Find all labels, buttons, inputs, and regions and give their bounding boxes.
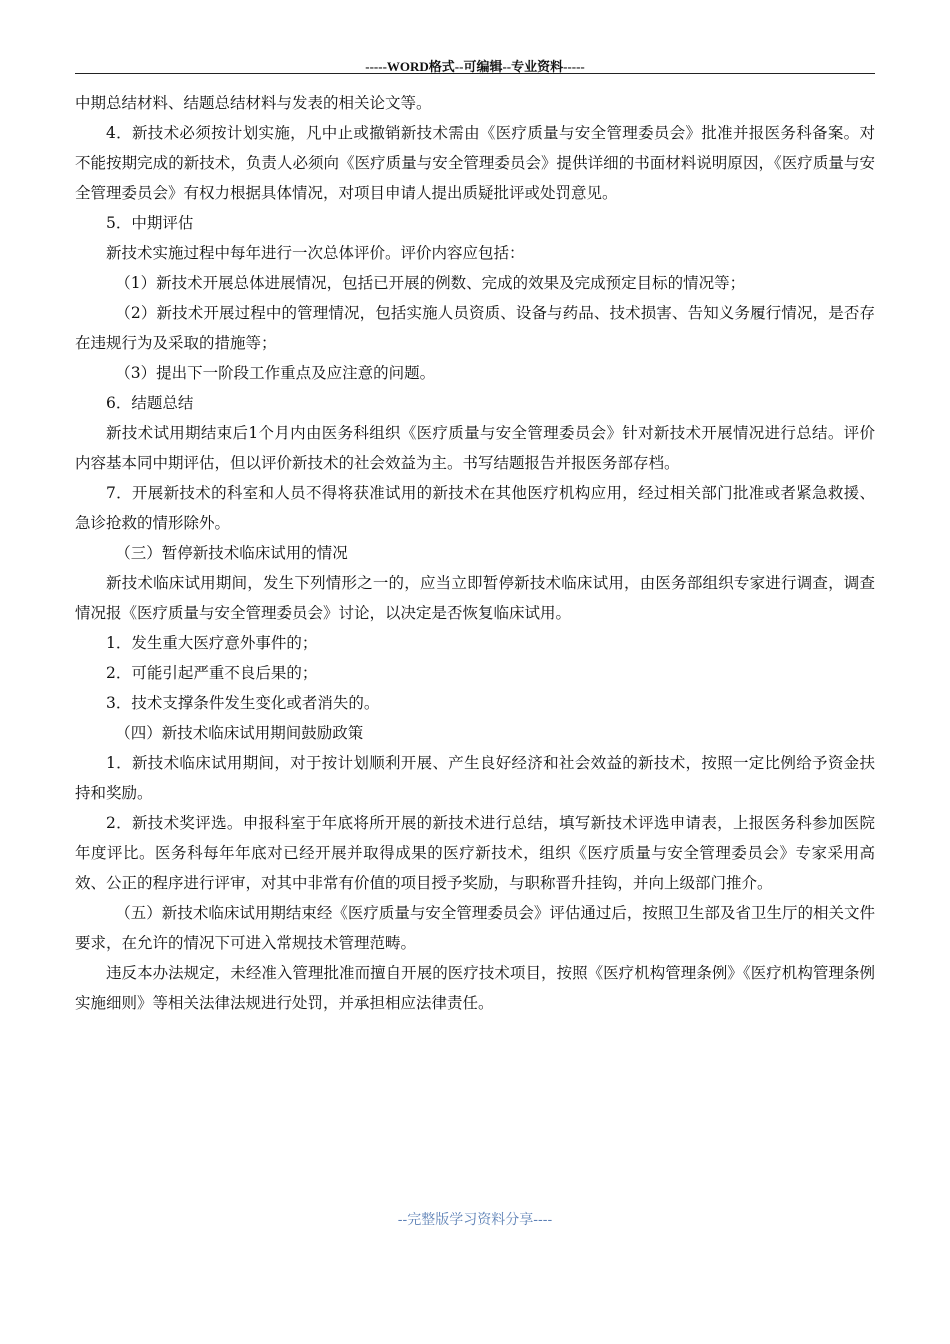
paragraph: 7．开展新技术的科室和人员不得将获准试用的新技术在其他医疗机构应用，经过相关部门批准或者紧急救援、急诊抢救的情形除外。 <box>75 484 875 532</box>
paragraph: （1）新技术开展总体进展情况，包括已开展的例数、完成的效果及完成预定目标的情况等； <box>115 274 746 292</box>
document-body <box>75 88 875 1018</box>
paragraph: 3．技术支撑条件发生变化或者消失的。 <box>106 694 380 712</box>
paragraph: 6．结题总结 <box>106 394 194 412</box>
paragraph: （2）新技术开展过程中的管理情况，包括实施人员资质、设备与药品、技术损害、告知义务履行情况，是否存在违规行为及采取的措施等； <box>75 304 875 352</box>
paragraph: 中期总结材料、结题总结材料与发表的相关论文等。 <box>75 94 432 112</box>
header-divider <box>75 73 875 74</box>
paragraph: 1．新技术临床试用期间，对于按计划顺利开展、产生良好经济和社会效益的新技术，按照一定比例给予资金扶持和奖励。 <box>75 754 875 802</box>
paragraph: 4．新技术必须按计划实施，凡中止或撤销新技术需由《医疗质量与安全管理委员会》批准并报医务科备案。对不能按期完成的新技术，负责人必须向《医疗质量与安全管理委员会》提供详细的书面材料说明原因，《医疗质量与安全管理委员会》有权力根据具体情况，对项目申请人提出质疑批评或处罚意见。 <box>75 124 875 202</box>
page-header: -----WORD格式--可编辑--专业资料----- <box>365 59 585 74</box>
paragraph: 新技术临床试用期间，发生下列情形之一的，应当立即暂停新技术临床试用，由医务部组织专家进行调查，调查情况报《医疗质量与安全管理委员会》讨论，以决定是否恢复临床试用。 <box>75 574 875 622</box>
paragraph: （四）新技术临床试用期间鼓励政策 <box>115 724 364 742</box>
paragraph: 1．发生重大医疗意外事件的； <box>106 634 318 652</box>
paragraph: 2．可能引起严重不良后果的； <box>106 664 318 682</box>
paragraph: 2．新技术奖评选。申报科室于年底将所开展的新技术进行总结，填写新技术评选申请表，上报医务科参加医院年度评比。医务科每年年底对已经开展并取得成果的医疗新技术，组织《医疗质量与安全管理委员会》专家采用高效、公正的程序进行评审，对其中非常有价值的项目授予奖励，与职称晋升挂钩，并向上级部门推介。 <box>75 814 875 892</box>
paragraph: （三）暂停新技术临床试用的情况 <box>115 544 348 562</box>
paragraph: （五）新技术临床试用期结束经《医疗质量与安全管理委员会》评估通过后，按照卫生部及省卫生厅的相关文件要求，在允许的情况下可进入常规技术管理范畴。 <box>75 904 875 952</box>
paragraph: （3）提出下一阶段工作重点及应注意的问题。 <box>115 364 436 382</box>
paragraph: 5．中期评估 <box>106 214 194 232</box>
paragraph: 新技术试用期结束后1个月内由医务科组织《医疗质量与安全管理委员会》针对新技术开展情况进行总结。评价内容基本同中期评估，但以评价新技术的社会效益为主。书写结题报告并报医务部存档。 <box>75 424 875 472</box>
paragraph: 新技术实施过程中每年进行一次总体评价。评价内容应包括： <box>106 244 525 262</box>
paragraph: 违反本办法规定，未经准入管理批准而擅自开展的医疗技术项目，按照《医疗机构管理条例》《医疗机构管理条例实施细则》等相关法律法规进行处罚，并承担相应法律责任。 <box>75 964 875 1012</box>
page-footer: --完整版学习资料分享---- <box>397 1212 553 1228</box>
